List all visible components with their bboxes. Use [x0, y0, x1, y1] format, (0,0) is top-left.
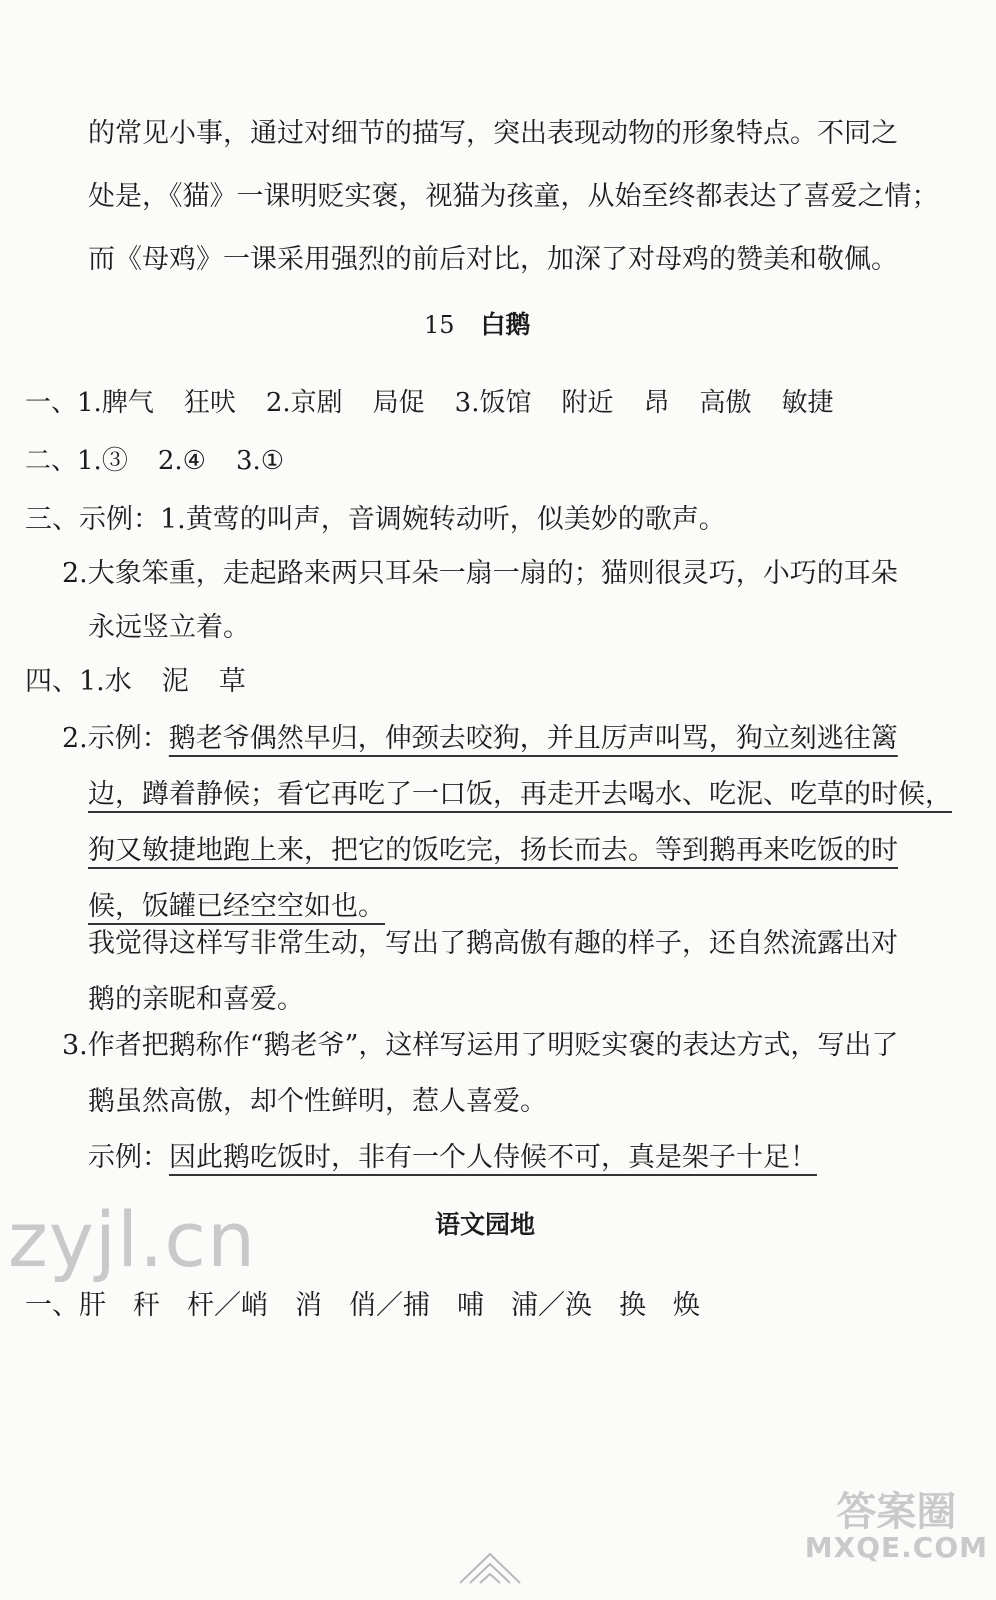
- q1-item: 附近: [561, 388, 614, 418]
- watermark-left: zyjl.cn: [8, 1195, 257, 1284]
- underlined-example: 鹅老爷偶然早归，伸颈去咬狗，并且厉声叫骂，狗立刻逃往篱: [168, 723, 898, 754]
- q4-p2-comment-2: 鹅的亲昵和喜爱。: [88, 984, 304, 1015]
- underlined-example: 候，饭罐已经空空如也。: [88, 891, 385, 922]
- garden-title: 语文园地: [435, 1210, 536, 1239]
- q4-line-1: [25, 668, 246, 695]
- intro-line-1: 的常见小事，通过对细节的描写，突出表现动物的形象特点。不同之: [88, 118, 898, 149]
- q4-p2-prefix: 2.示例：: [62, 723, 169, 754]
- q2-answer-row: [25, 448, 284, 474]
- garden-q1-answer: 一、肝 秆 杆／峭 消 俏／捕 哺 浦／涣 换 焕: [25, 1290, 700, 1321]
- q1-item: 局促: [372, 388, 425, 418]
- watermark-right-bottom: MXQE.COM: [804, 1530, 988, 1564]
- intro-line-3: 而《母鸡》一课采用强烈的前后对比，加深了对母鸡的赞美和敬佩。: [88, 244, 898, 275]
- underlined-example: 狗又敏捷地跑上来，把它的饭吃完，扬长而去。等到鹅再来吃饭的时: [88, 835, 898, 866]
- q4-item: 泥: [161, 666, 189, 697]
- q2-label: 二、: [25, 446, 78, 476]
- q3-line-2: 2.大象笨重，走起路来两只耳朵一扇一扇的；猫则很灵巧，小巧的耳朵: [62, 558, 898, 589]
- underlined-example: 边，蹲着静候；看它再吃了一口饭，再走开去喝水、吃泥、吃草的时候，: [88, 779, 952, 810]
- q2-item: 2.④: [157, 446, 206, 476]
- q4-p3-line-3: [88, 1144, 817, 1171]
- q2-item: 1.③: [77, 446, 128, 476]
- q4-p3-line-2: 鹅虽然高傲，却个性鲜明，惹人喜爱。: [88, 1086, 547, 1117]
- q2-item: 3.①: [235, 446, 285, 476]
- q1-item: 1.脾气: [77, 388, 154, 418]
- q1-item: 昂: [643, 388, 670, 418]
- q4-p2-line-1: [62, 725, 898, 752]
- q3-text: 示例：1.黄莺的叫声，音调婉转动听，似美妙的歌声。: [79, 504, 726, 535]
- q1-item: 3.饭馆: [454, 388, 532, 418]
- q1-label: 一、: [25, 388, 78, 418]
- q3-line-1: [25, 506, 726, 533]
- watermark-right-top: 答案圈: [836, 1488, 957, 1535]
- section-number: 15: [424, 311, 455, 339]
- q1-answer-row: [25, 390, 834, 416]
- q4-item: 1.水: [79, 666, 132, 697]
- q1-item: 高傲: [699, 388, 752, 418]
- watermark-right: [804, 1488, 988, 1564]
- q4-p2-comment-1: 我觉得这样写非常生动，写出了鹅高傲有趣的样子，还自然流露出对: [88, 928, 898, 959]
- section-title-text: 白鹅: [480, 310, 531, 339]
- underlined-example: 因此鹅吃饭时，非有一个人侍候不可，真是架子十足！: [169, 1142, 817, 1173]
- section-title: [424, 312, 531, 337]
- q4-p3-line-1: 3.作者把鹅称作“鹅老爷”，这样写运用了明贬实褒的表达方式，写出了: [62, 1030, 899, 1061]
- stamp-mark-icon: [455, 1548, 525, 1588]
- q4-p3-prefix: 示例：: [88, 1142, 169, 1173]
- intro-line-2: 处是，《猫》一课明贬实褒，视猫为孩童，从始至终都表达了喜爱之情；: [88, 181, 939, 212]
- q1-item: 2.京剧: [265, 388, 343, 418]
- q1-item: 狂吠: [183, 388, 236, 418]
- q4-label: 四、: [25, 666, 79, 697]
- q1-item: 敏捷: [781, 388, 834, 418]
- q4-item: 草: [218, 666, 246, 697]
- q3-line-3: 永远竖立着。: [88, 612, 250, 643]
- q3-label: 三、: [25, 504, 79, 535]
